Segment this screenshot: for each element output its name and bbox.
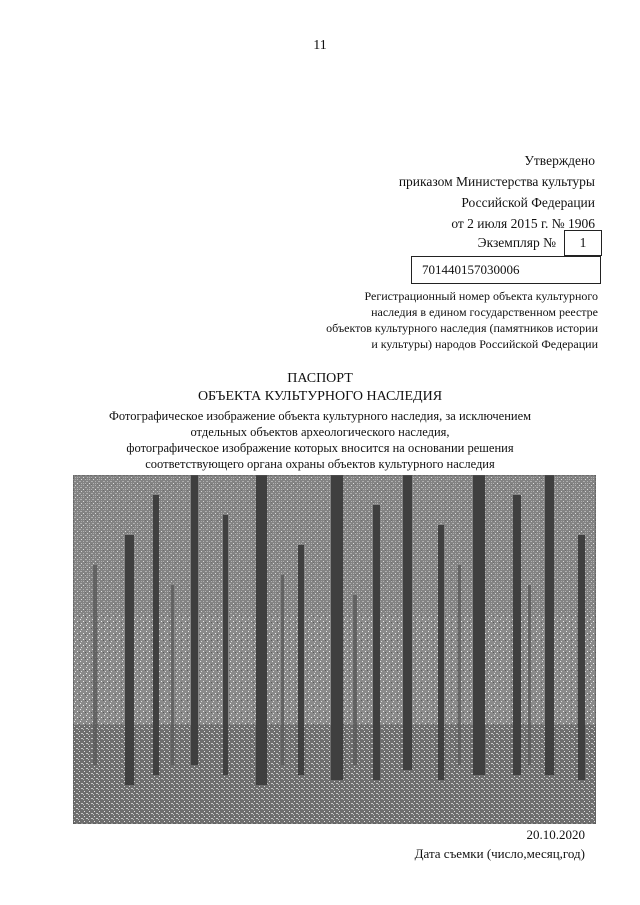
approval-block [399,150,595,234]
registration-caption-line: Регистрационный номер объекта культурного [364,289,598,303]
copy-number-box: 1 [564,230,602,256]
registration-caption-line: объектов культурного наследия (памятников истории [326,321,598,335]
copy-label: Экземпляр № [477,235,556,250]
subtitle-line: соответствующего органа охраны объектов культурного наследия [145,457,495,471]
forest-photo-svg [73,475,596,824]
approval-line: от 2 июля 2015 г. № 1906 [451,216,595,231]
title-object: ОБЪЕКТА КУЛЬТУРНОГО НАСЛЕДИЯ [197,389,443,404]
title-passport: ПАСПОРТ [287,371,353,386]
page-number: 11 [313,38,327,53]
approval-line: Утверждено [524,153,595,168]
approval-line: Российской Федерации [461,195,595,210]
registration-caption-line: наследия в едином государственном реестре [371,305,598,319]
subtitle [60,408,580,472]
subtitle-line: фотографическое изображение которых вносится на основании решения [126,441,514,455]
copy-number-row [478,230,602,256]
approval-line: приказом Министерства культуры [398,174,595,189]
registration-caption [326,288,598,352]
registration-number-box: 701440157030006 [411,256,601,284]
survey-date-caption: Дата съемки (число,месяц,год) [414,846,585,861]
forest-photo [73,475,596,824]
survey-date: 20.10.2020 [526,827,585,842]
subtitle-line: Фотографическое изображение объекта культурного наследия, за исключением [108,409,532,423]
subtitle-line: отдельных объектов археологического наследия, [190,425,450,439]
document-title [60,370,580,472]
registration-caption-line: и культуры) народов Российской Федерации [371,337,598,351]
